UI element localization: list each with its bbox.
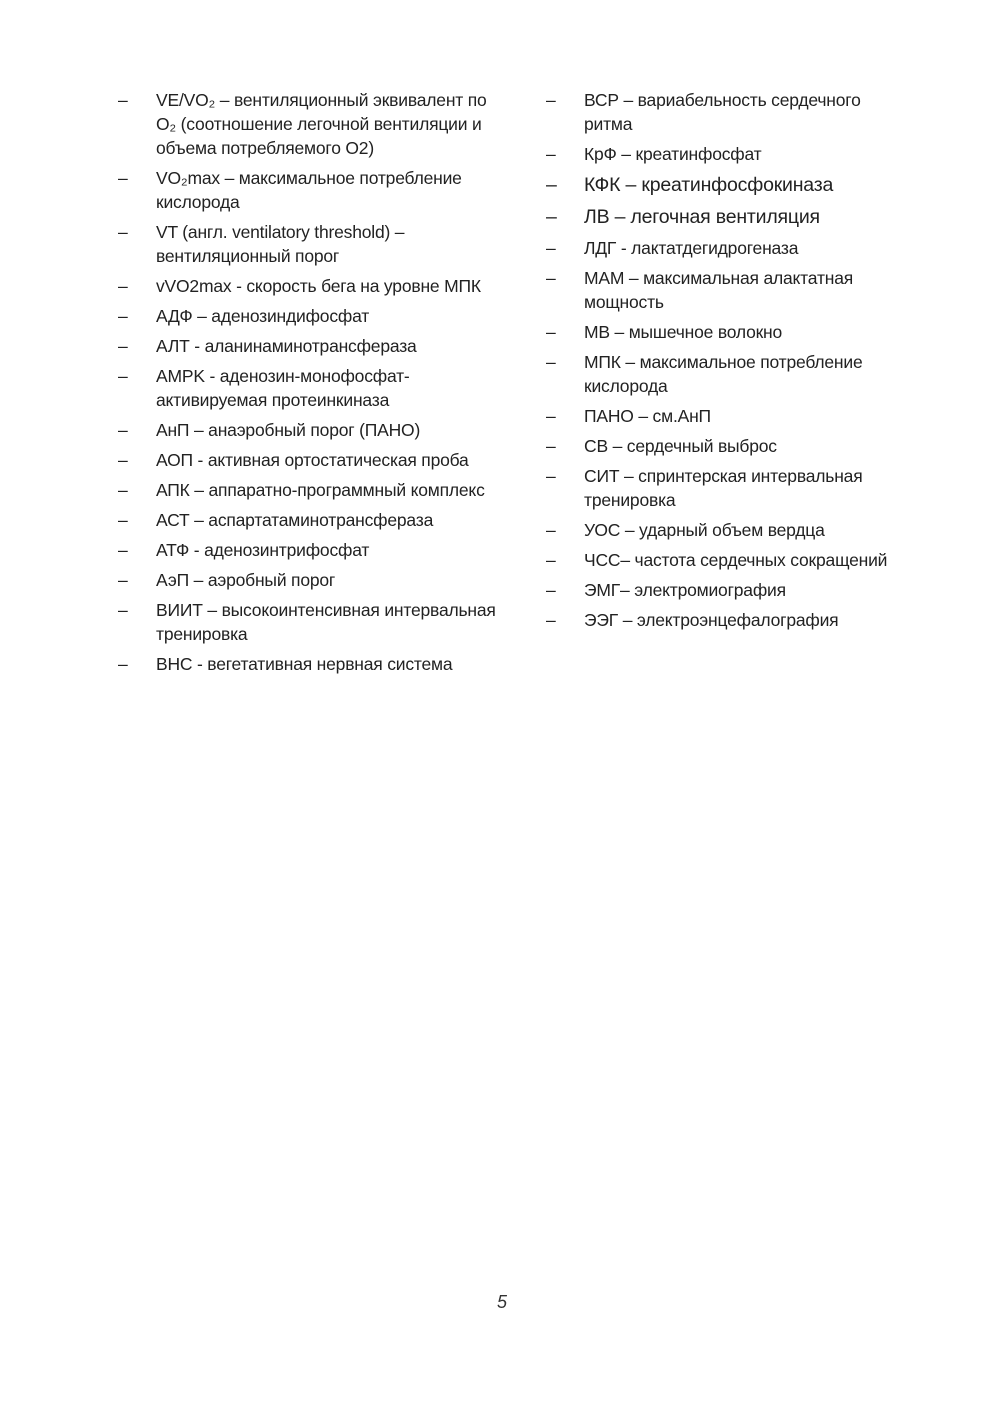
list-item — [118, 334, 498, 358]
list-dash: – — [546, 90, 556, 110]
list-dash: – — [118, 480, 128, 500]
list-dash: – — [118, 222, 128, 242]
list-dash: – — [118, 336, 128, 356]
list-item — [118, 598, 498, 646]
list-dash: – — [118, 600, 128, 620]
list-item — [118, 88, 498, 160]
list-item — [118, 652, 498, 676]
list-item — [546, 548, 906, 572]
list-item-text: МВ – мышечное волокно — [584, 322, 783, 342]
list-item-text: ЭЭГ – электроэнцефалография — [584, 610, 839, 630]
list-dash: – — [546, 144, 556, 164]
list-item — [546, 142, 906, 166]
list-item-text: СВ – сердечный выброс — [584, 436, 777, 456]
list-item — [118, 568, 498, 592]
list-item-text: ЧСС– частота сердечных сокращений — [584, 550, 888, 570]
page-number: 5 — [496, 1292, 507, 1312]
list-item — [118, 166, 498, 214]
list-item — [546, 434, 906, 458]
list-item — [546, 204, 906, 230]
list-item — [118, 220, 498, 268]
list-item — [546, 88, 906, 136]
list-item — [546, 578, 906, 602]
list-item-text: AMPK - аденозин-монофосфат-активируемая протеинкиназа — [156, 366, 410, 410]
list-dash: – — [546, 466, 556, 486]
list-item — [546, 518, 906, 542]
list-dash: – — [118, 276, 128, 296]
list-dash: – — [546, 550, 556, 570]
list-item-text: АСТ – аспартатаминотрансфераза — [156, 510, 434, 530]
list-dash: – — [546, 352, 556, 372]
list-item-text: VE/VO₂ – вентиляционный эквивалент по O₂ (соотношение легочной вентиляции и объема потребляемого O2) — [156, 90, 487, 158]
list-item — [118, 418, 498, 442]
list-item-text: АэП – аэробный порог — [156, 570, 336, 590]
list-item — [118, 448, 498, 472]
list-item-text: АЛТ - аланинаминотрансфераза — [156, 336, 417, 356]
list-item — [118, 478, 498, 502]
list-dash: – — [118, 654, 128, 674]
list-item — [546, 464, 906, 512]
list-dash: – — [118, 90, 128, 110]
list-item-text: ЛВ – легочная вентиляция — [584, 206, 820, 228]
list-item-text: МАМ – максимальная алактатная мощность — [584, 268, 854, 312]
list-dash: – — [546, 322, 556, 342]
list-item — [118, 304, 498, 328]
list-dash: – — [546, 520, 556, 540]
list-item — [118, 508, 498, 532]
list-dash: – — [546, 436, 556, 456]
list-item — [546, 172, 906, 198]
list-item-text: УОС – ударный объем вердца — [584, 520, 825, 540]
list-item-text: ЭМГ– электромиография — [584, 580, 786, 600]
abbreviation-list-left — [118, 88, 498, 682]
list-item-text: ВНС - вегетативная нервная система — [156, 654, 453, 674]
list-item-text: ЛДГ - лактатдегидрогеназа — [584, 238, 799, 258]
list-dash: – — [118, 570, 128, 590]
list-item-text: СИТ – спринтерская интервальная тренировка — [584, 466, 863, 510]
list-item — [118, 364, 498, 412]
list-item-text: АТФ - аденозинтрифосфат — [156, 540, 370, 560]
list-item-text: VT (англ. ventilatory threshold) – вентиляционный порог — [156, 222, 405, 266]
list-dash: – — [118, 366, 128, 386]
list-dash: – — [118, 450, 128, 470]
list-dash: – — [546, 610, 556, 630]
list-item — [118, 538, 498, 562]
list-item-text: ПАНО – см.АнП — [584, 406, 711, 426]
list-item-text: КФК – креатинфосфокиназа — [584, 174, 834, 196]
list-item — [546, 236, 906, 260]
list-item — [118, 274, 498, 298]
list-item-text: МПК – максимальное потребление кислорода — [584, 352, 863, 396]
list-dash: – — [546, 580, 556, 600]
list-item-text: АнП – анаэробный порог (ПАНО) — [156, 420, 421, 440]
list-dash: – — [118, 168, 128, 188]
list-item-text: VO₂max – максимальное потребление кислорода — [156, 168, 462, 212]
list-item-text: АДФ – аденозиндифосфат — [156, 306, 370, 326]
list-item — [546, 608, 906, 632]
list-item-text: АОП - активная ортостатическая проба — [156, 450, 469, 470]
abbreviation-list-right — [546, 88, 906, 638]
list-dash: – — [118, 540, 128, 560]
list-item — [546, 404, 906, 428]
list-item-text: КрФ – креатинфосфат — [584, 144, 762, 164]
list-dash: – — [546, 238, 556, 258]
list-dash: – — [546, 268, 556, 288]
list-dash: – — [546, 206, 557, 228]
list-dash: – — [546, 406, 556, 426]
list-item-text: ВСР – вариабельность сердечного ритма — [584, 90, 861, 134]
list-item-text: vVO2max - скорость бега на уровне МПК — [156, 276, 481, 296]
list-dash: – — [118, 510, 128, 530]
list-item — [546, 266, 906, 314]
list-item-text: АПК – аппаратно-программный комплекс — [156, 480, 485, 500]
list-item — [546, 350, 906, 398]
list-dash: – — [546, 174, 557, 196]
list-item — [546, 320, 906, 344]
list-item-text: ВИИТ – высокоинтенсивная интервальная тренировка — [156, 600, 496, 644]
list-dash: – — [118, 306, 128, 326]
list-dash: – — [118, 420, 128, 440]
